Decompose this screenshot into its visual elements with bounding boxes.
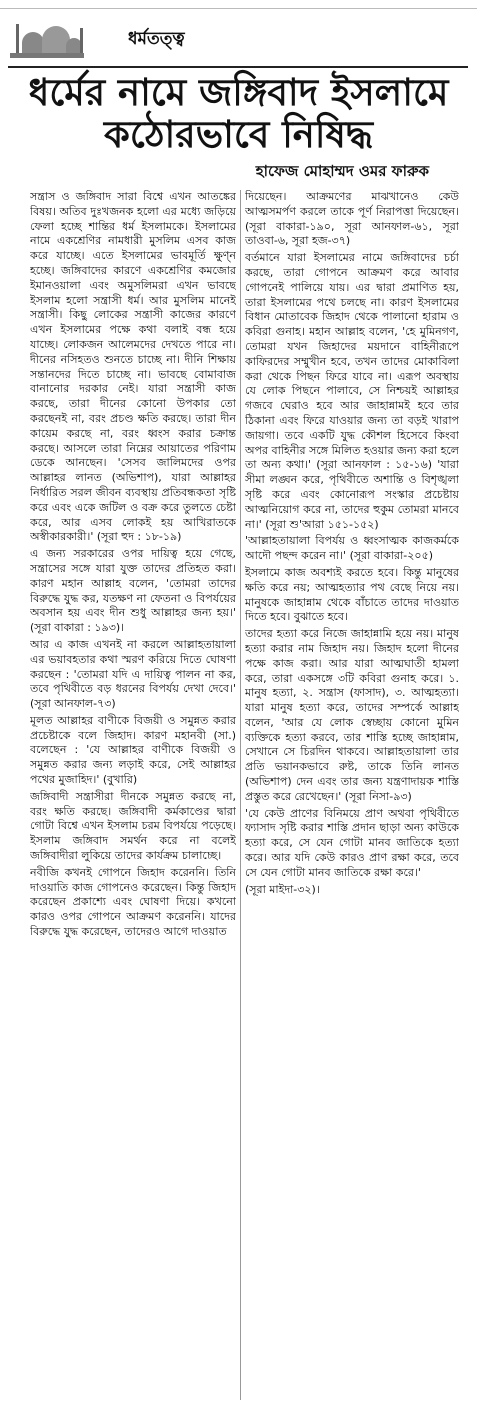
mosque-logo-icon xyxy=(8,20,88,60)
section-title: ধর্মতত্ত্ব xyxy=(128,29,185,49)
article-column-left xyxy=(30,190,236,1404)
article-column-right xyxy=(245,190,459,1404)
paragraph: দিয়েছেন। আক্রমণের মাঝখানেও কেউ আত্মসমর্পণ করলে তাকে পূর্ণ নিরাপত্তা দিয়েছেন। (সূরা বাকারা-১৯০, সূরা আনফাল-৬১, সূরা তাওবা-৬, সূরা হজ-৩৭) xyxy=(245,190,459,248)
paragraph: 'আল্লাহতায়ালা বিপর্যয় ও ধ্বংসাত্মক কাজকর্মকে আদৌ পছন্দ করেন না।' (সূরা বাকারা-২০৫) xyxy=(245,534,459,563)
paragraph: ইসলামে কাজ অবশ্যই করতে হবে। কিন্তু মানুষের ক্ষতি করে নয়; আত্মহত্যার পথ বেছে নিয়ে নয়। মানুষকে জাহান্নাম থেকে বাঁচাতে তাদের দাওয়াত দিতে হবে। বুঝাতে হবে। xyxy=(245,565,459,624)
article-title: ধর্মের নামে জঙ্গিবাদ ইসলামে কঠোরভাবে নিষিদ্ধ xyxy=(28,71,449,156)
paragraph: আর এ কাজ এখনই না করলে আল্লাহতায়ালা এর ভয়াবহতার কথা স্মরণ করিয়ে দিতে ঘোষণা করছেন : 'তোমরা যদি এ দায়িত্ব পালন না কর, তবে পৃথিবীতে বড় ধরনের বিপর্যয় দেখা দেবে।' (সূরা আনফাল-৭৩) xyxy=(30,637,236,711)
column-divider xyxy=(240,190,241,1400)
paragraph: এ জন্য সরকারের ওপর দায়িত্ব হয়ে গেছে, সন্ত্রাসের সঙ্গে যারা যুক্ত তাদের প্রতিহত করা। কারণ মহান আল্লাহ বলেন, 'তোমরা তাদের বিরুদ্ধে যুদ্ধ কর, যতক্ষণ না ফেতনা ও বিপর্যয়ের অবসান হয় এবং দীন শুধু আল্লাহর জন্য হয়।' (সূরা বাকারা : ১৯৩)। xyxy=(30,547,236,635)
paragraph: সন্ত্রাস ও জঙ্গিবাদ সারা বিশ্বে এখন আতঙ্কের বিষয়। অতিব দুঃখজনক হলো এর মধ্যে জড়িয়ে ফেলা হচ্ছে শান্তির ধর্ম ইসলামকে। ইসলামের নামে একশ্রেণির নামধারী মুসলিম এসব কাজ করে যাচ্ছে। এতে ইসলামের ভাবমূর্তি ক্ষুণ্ন হচ্ছে। জঙ্গিবাদের কারণে একশ্রেণির কমজোর ইমানওয়ালা এবং অমুসলিমরা এখন ভাবছে ইসলাম হলো সন্ত্রাসী ধর্ম। আর মুসলিম মানেই সন্ত্রাসী। কিছু লোকের সন্ত্রাসী কাজের কারণে এখন ইসলামের পক্ষে কথা বলাই বন্ধ হয়ে যাচ্ছে। লোকজন আলেমদের দেখতে পারে না। দীনের নসিহতও শুনতে চাচ্ছে না। দীনি শিক্ষায় সন্তানদের দিতে চাচ্ছে না। ভাবছে বোমাবাজ বানানোর দরকার নেই। যারা সন্ত্রাসী কাজ করছে, তারা দীনের কোনো উপকার তো করছেনই না, বরং প্রচণ্ড ক্ষতি করছে। তারা দীন কায়েম করছে না, বরং ধ্বংস করার চক্রান্ত করছে। আসলে তারা নিম্নের আয়াতের পরিণাম ডেকে আনছেন। 'সেসব জালিমদের ওপর আল্লাহর লানত (অভিশাপ), যারা আল্লাহর নির্ধারিত সরল জীবন ব্যবস্থায় প্রতিবন্ধকতা সৃষ্টি করে এবং একে জটিল ও বক্র করে তুলতে চেষ্টা করে, আর এসব লোকই হয় আখিরাতকে অস্বীকারকারী।' (সূরা হুদ : ১৮-১৯) xyxy=(30,190,236,544)
paragraph: 'যে কেউ প্রাণের বিনিময়ে প্রাণ অথবা পৃথিবীতে ফ্যাসাদ সৃষ্টি করার শাস্তি প্রদান ছাড়া অন্য কাউকে হত্যা করে, সে যেন গোটা মানব জাতিকে হত্যা করে। আর যদি কেউ কারও প্রাণ রক্ষা করে, তবে সে যেন গোটা মানব জাতিকে রক্ষা করে।' xyxy=(245,806,459,879)
author-byline: হাফেজ মোহাম্মদ ওমর ফারুক xyxy=(255,162,429,180)
paragraph: জঙ্গিবাদী সন্ত্রাসীরা দীনকে সমুন্নত করছে না, বরং ক্ষতি করছে। জঙ্গিবাদী কর্মকাণ্ডের দ্বারা গোটা বিশ্বে এখন ইসলাম চরম বিপর্যয়ে পড়েছে। ইসলাম জঙ্গিবাদ সমর্থন করে না বলেই জঙ্গিবাদীরা লুকিয়ে তাদের কার্যক্রম চালাচ্ছে। xyxy=(30,789,236,863)
paragraph: মূলত আল্লাহর বাণীকে বিজয়ী ও সমুন্নত করার প্রচেষ্টাকে বলে জিহাদ। কারণ মহানবী (সা.) বলেছেন : 'যে আল্লাহর বাণীকে বিজয়ী ও সমুন্নত করার জন্য লড়াই করে, সেই আল্লাহর পথের মুজাহিদ।' (বুখারি) xyxy=(30,713,236,787)
paragraph: (সূরা মাইদা-৩২)। xyxy=(245,882,320,896)
paragraph: তাদের হত্যা করে নিজে জাহান্নামি হয়ে নয়। মানুষ হত্যা করার নাম জিহাদ নয়। জিহাদ হলো দীনের পক্ষে কাজ করা। আর যারা আত্মঘাতী হামলা করে, তারা একসঙ্গে ৩টি কবিরা গুনাহ করে। ১. মানুষ হত্যা, ২. সন্ত্রাস (ফাসাদ), ৩. আত্মহত্যা। যারা মানুষ হত্যা করে, তাদের সম্পর্কে আল্লাহ বলেন, 'আর যে লোক স্বেচ্ছায় কোনো মুমিন ব্যক্তিকে হত্যা করবে, তার শাস্তি হচ্ছে জাহান্নাম, সেখানে সে চিরদিন থাকবে। আল্লাহতায়ালা তার প্রতি ভয়ানকভাবে রুষ্ট, তাকে তিনি লানত (অভিশাপ) দেন এবং তার জন্য যন্ত্রণাদায়ক শাস্তি প্রস্তুত করে রেখেছেন।' (সূরা নিসা-৯৩) xyxy=(245,627,459,803)
page-top-strip xyxy=(0,0,477,9)
paragraph: বর্তমানে যারা ইসলামের নামে জঙ্গিবাদের চর্চা করছে, তারা গোপনে আক্রমণ করে আবার গোপনেই পালিয়ে যায়। এর দ্বারা প্রমাণিত হয়, তারা ইসলামের পথে চলছে না। কারণ ইসলামের বিধান মোতাবেক জিহাদ থেকে পালানো হারাম ও কবিরা গুনাহ। মহান আল্লাহ বলেন, 'হে মুমিনগণ, তোমরা যখন জিহাদের ময়দানে বাহিনীরূপে কাফিরদের সম্মুখীন হবে, তখন তাদের মোকাবিলা করা থেকে পিছন ফিরে যাবে না। এরূপ অবস্থায় যে লোক পিছনে পালাবে, সে নিশ্চয়ই আল্লাহর গজবে ঘেরাও হবে আর জাহান্নামই হবে তার ঠিকানা এবং ফিরে যাওয়ার জন্য তা বড়ই খারাপ জায়গা। তবে একটি যুদ্ধ কৌশল হিসেবে কিংবা অপর বাহিনীর সঙ্গে মিলিত হওয়ার জন্য করা হলে তা অন্য কথা।' (সূরা আনফাল : ১৫-১৬) 'যারা সীমা লঙ্ঘন করে, পৃথিবীতে অশান্তি ও বিশৃঙ্খলা সৃষ্টি করে এবং কোনোরূপ সংস্কার প্রচেষ্টায় আত্মনিয়োগ করে না, তাদের হুকুম তোমরা মানবে না।' (সূরা শু'আরা ১৫১-১৫২) xyxy=(245,251,459,531)
paragraph: নবীজি কখনই গোপনে জিহাদ করেননি। তিনি দাওয়াতি কাজ গোপনেও করেছেন। কিন্তু জিহাদ করেছেন প্রকাশ্যে এবং ঘোষণা দিয়ে। কখনো কারও ওপর গোপনে আক্রমণ করেননি। যাদের বিরুদ্ধে যুদ্ধ করেছেন, তাদেরও আগে দাওয়াত xyxy=(30,865,236,939)
section-header xyxy=(8,14,468,68)
